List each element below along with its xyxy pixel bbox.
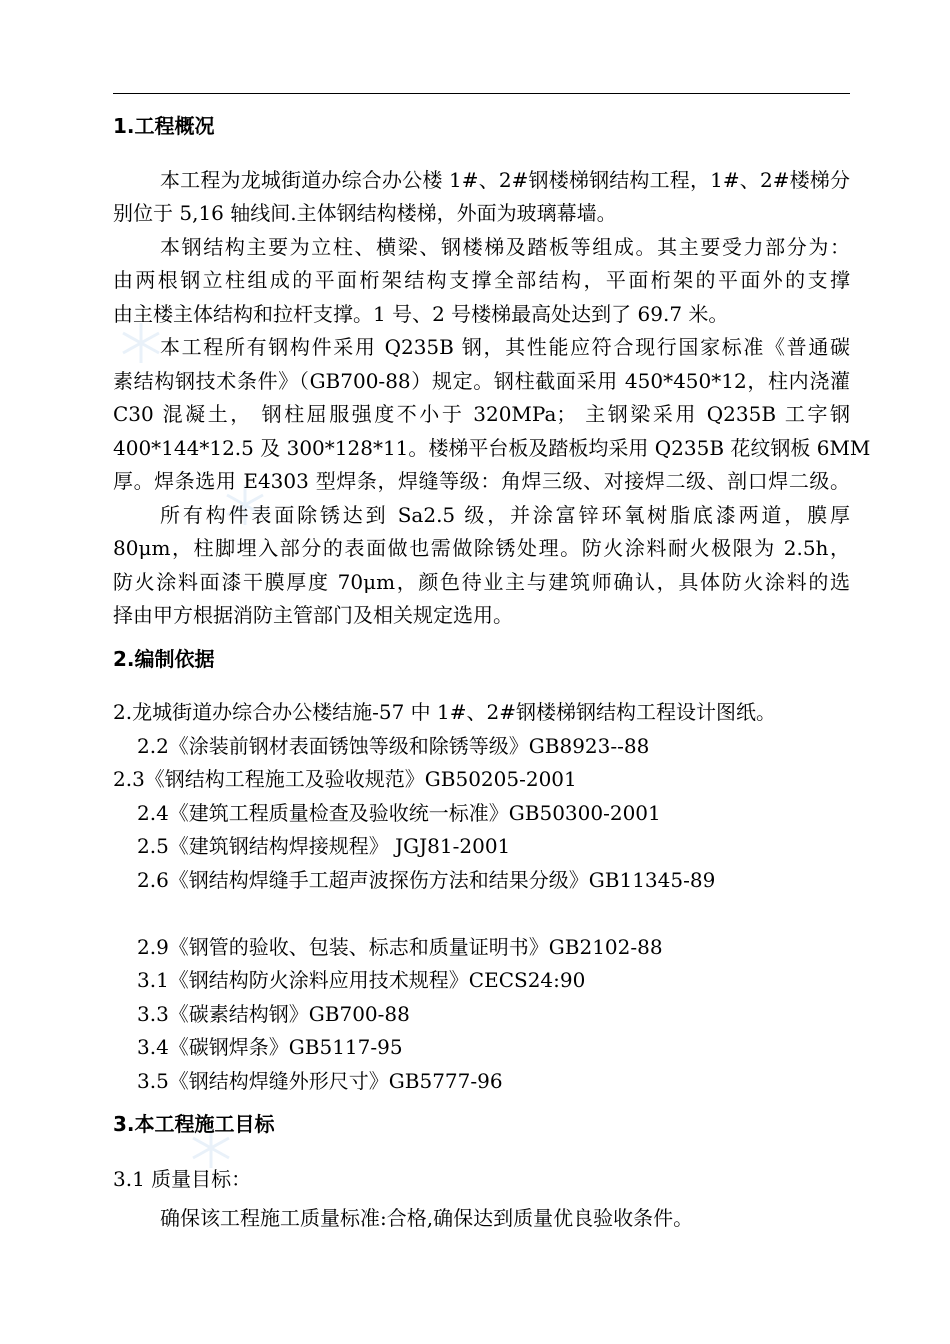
reference-item: 3.1《钢结构防火涂料应用技术规程》CECS24:90 bbox=[137, 968, 586, 992]
reference-item: 2.5《建筑钢结构焊接规程》 JGJ81-2001 bbox=[137, 834, 511, 858]
reference-item: 3.4《碳钢焊条》GB5117-95 bbox=[137, 1035, 403, 1059]
reference-item: 2.龙城街道办综合办公楼结施-57 中 1#、2#钢楼梯钢结构工程设计图纸。 bbox=[113, 700, 776, 724]
paragraph-line: C30 混凝土， 钢柱屈服强度不小于 320MPa； 主钢梁采用 Q235B 工字钢 bbox=[113, 402, 850, 426]
header-rule bbox=[113, 93, 850, 94]
reference-item: 3.5《钢结构焊缝外形尺寸》GB5777-96 bbox=[137, 1069, 503, 1093]
section-heading: 2.编制依据 bbox=[113, 647, 215, 671]
reference-item: 2.4《建筑工程质量检查及验收统一标准》GB50300-2001 bbox=[137, 801, 661, 825]
paragraph-line: 本钢结构主要为立柱、横梁、钢楼梯及踏板等组成。其主要受力部分为： bbox=[160, 235, 850, 259]
paragraph-line: 80μm，柱脚埋入部分的表面做也需做除锈处理。防火涂料耐火极限为 2.5h， bbox=[113, 536, 850, 560]
paragraph-line: 厚。焊条选用 E4303 型焊条，焊缝等级：角焊三级、对接焊二级、剖口焊二级。 bbox=[113, 469, 850, 493]
paragraph-line: 别位于 5,16 轴线间.主体钢结构楼梯，外面为玻璃幕墙。 bbox=[113, 201, 617, 225]
reference-item: 2.6《钢结构焊缝手工超声波探伤方法和结果分级》GB11345-89 bbox=[137, 868, 716, 892]
paragraph-line: 素结构钢技术条件》（GB700-88）规定。钢柱截面采用 450*450*12，柱内浇灌 bbox=[113, 369, 850, 393]
paragraph-line: 由两根钢立柱组成的平面桁架结构支撑全部结构，平面桁架的平面外的支撑 bbox=[113, 268, 850, 292]
reference-item: 2.9《钢管的验收、包装、标志和质量证明书》GB2102-88 bbox=[137, 935, 663, 959]
reference-item: 2.3《钢结构工程施工及验收规范》GB50205-2001 bbox=[113, 767, 577, 791]
paragraph-line: 所有构件表面除锈达到 Sa2.5 级，并涂富锌环氧树脂底漆两道，膜厚 bbox=[160, 503, 850, 527]
paragraph-line: 本工程为龙城街道办综合办公楼 1#、2#钢楼梯钢结构工程，1#、2#楼梯分 bbox=[160, 168, 850, 192]
section-heading: 1.工程概况 bbox=[113, 114, 215, 138]
paragraph-line: 400*144*12.5 及 300*128*11。楼梯平台板及踏板均采用 Q235B 花纹钢板 6MM bbox=[113, 436, 871, 460]
paragraph-line: 由主楼主体结构和拉杆支撑。1 号、2 号楼梯最高处达到了 69.7 米。 bbox=[113, 302, 729, 326]
reference-item: 3.3《碳素结构钢》GB700-88 bbox=[137, 1002, 410, 1026]
sub-heading: 3.1 质量目标： bbox=[113, 1167, 252, 1191]
paragraph-line: 防火涂料面漆干膜厚度 70μm，颜色待业主与建筑师确认，具体防火涂料的选 bbox=[113, 570, 850, 594]
snowflake-icon bbox=[118, 320, 164, 366]
paragraph-line: 择由甲方根据消防主管部门及相关规定选用。 bbox=[113, 603, 513, 627]
paragraph-line: 确保该工程施工质量标准:合格,确保达到质量优良验收条件。 bbox=[160, 1206, 694, 1230]
reference-item: 2.2《涂装前钢材表面锈蚀等级和除锈等级》GB8923--88 bbox=[137, 734, 650, 758]
section-heading: 3.本工程施工目标 bbox=[113, 1112, 275, 1136]
paragraph-line: 本工程所有钢构件采用 Q235B 钢，其性能应符合现行国家标准《普通碳 bbox=[160, 335, 850, 359]
